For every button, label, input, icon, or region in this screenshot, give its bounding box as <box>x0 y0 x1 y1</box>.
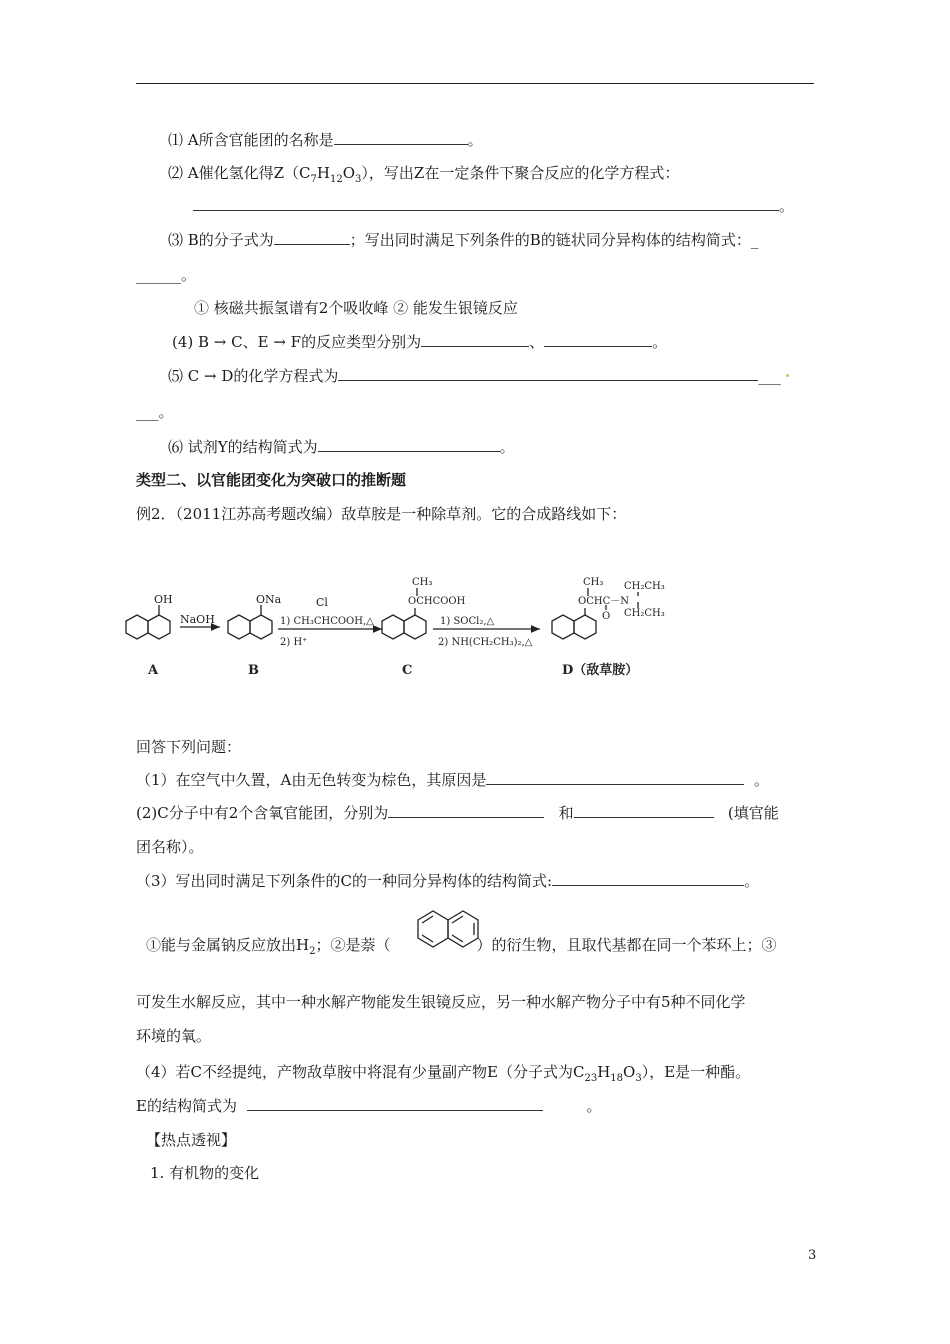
sodium-naphthoxide-structure-b <box>228 605 272 639</box>
q2-cond-line3: 环境的氧。 <box>136 1027 212 1045</box>
reagent-amine: 2) NH(CH₂CH₃)₂,△ <box>438 637 533 648</box>
q2-part2-cont: 团名称）。 <box>136 838 204 856</box>
compound-label-c: C <box>402 663 413 678</box>
answer-blank[interactable] <box>318 437 500 452</box>
reagent-naoh: NaOH <box>180 613 215 626</box>
answer-blank[interactable] <box>486 770 744 785</box>
q1-item3-cont: ______。 <box>136 266 197 284</box>
answer-blank[interactable] <box>274 230 350 245</box>
q1-item6: ⑹ 试剂Y的结构简式为 。 <box>168 438 515 456</box>
c-methyl-label: CH₃ <box>412 577 433 588</box>
answer-blank[interactable] <box>544 332 652 347</box>
q1-item1: ⑴ A所含官能团的名称是 。 <box>168 131 483 149</box>
q2-part1: （1）在空气中久置，A由无色转变为棕色，其原因是 。 <box>136 771 769 789</box>
q1-item5-cont: ___。 <box>136 403 174 421</box>
q1-item4: (4) B → C、E → F的反应类型分别为 、 。 <box>172 333 668 351</box>
q2-cond-line2: 可发生水解反应，其中一种水解产物能发生银镜反应，另一种水解产物分子中有5种不同化学 <box>136 993 746 1011</box>
answer-blank[interactable] <box>338 366 758 381</box>
header-rule <box>136 83 814 84</box>
answer-blank[interactable] <box>388 803 544 818</box>
reagent-step2: 2) H⁺ <box>280 637 308 648</box>
c-substituent-label: OCHCOOH <box>408 596 466 607</box>
reagent-cl: Cl <box>316 596 328 609</box>
compound-label-a: A <box>148 663 159 678</box>
answer-blank[interactable] <box>574 803 714 818</box>
reagent-socl2: 1) SOCl₂,△ <box>440 616 495 627</box>
q2-part3: （3）写出同时满足下列条件的C的一种同分异构体的结构简式: 。 <box>136 872 760 890</box>
b-oxide-label: ONa <box>256 593 282 606</box>
compound-label-d: D（敌草胺） <box>562 663 639 678</box>
q1-item5: ⑸ C → D的化学方程式为 ___ <box>168 367 781 385</box>
q2-cond-line1: ①能与金属钠反应放出$H_2$；②是萘（ ）的衍生物，且取代基都在同一个苯环上；③ <box>146 936 777 957</box>
q1-item2: ⑵ A催化氢化得$Z(C_7H_{12}O_3)$，写出Z在一定条件下聚合反应的化学方程式： <box>168 164 680 185</box>
hot-topic-heading: 【热点透视】 <box>146 1131 237 1149</box>
compound-label-b: B <box>248 663 259 678</box>
naphthol-structure-a <box>126 605 170 639</box>
example-intro: 例2．（2011江苏高考题改编）敌草胺是一种除草剂。它的合成路线如下： <box>136 505 627 523</box>
answer-blank[interactable] <box>334 130 468 145</box>
q1-item3: ⑶ B的分子式为 ；写出同时满足下列条件的B的链状同分异构体的结构简式：_ <box>168 231 759 249</box>
d-ethyl-top-label: CH₂CH₃ <box>624 581 665 592</box>
d-carbonyl-o-label: O <box>602 611 611 622</box>
d-substituent-label: OCHC－N <box>578 596 629 607</box>
section-title: 类型二、以官能团变化为突破口的推断题 <box>136 471 407 489</box>
hot-topic-item1: 1. 有机物的变化 <box>150 1164 260 1182</box>
answer-blank[interactable] <box>247 1096 543 1111</box>
a-hydroxyl-label: OH <box>154 593 173 606</box>
reagent-step1: 1) CH₃CHCOOH,△ <box>280 616 374 627</box>
q2-part4-answer: E的结构简式为 。 <box>136 1097 602 1115</box>
answer-blank[interactable] <box>193 196 779 211</box>
d-ethyl-bottom-label: CH₂CH₃ <box>624 608 665 619</box>
answer-blank[interactable] <box>421 332 529 347</box>
answer-blank[interactable] <box>552 871 744 886</box>
q2-part2: (2)C分子中有2个含氧官能团，分别为 和 (填官能 <box>136 804 779 822</box>
synthesis-scheme <box>120 572 700 682</box>
q2-part4: （4）若C不经提纯，产物敌草胺中将混有少量副产物E（分子式为$C_{23}H_{18}O_3$），E是一种酯。 <box>136 1063 751 1084</box>
q2-intro: 回答下列问题： <box>136 738 242 756</box>
mark-dot <box>786 374 789 377</box>
q1-conditions: ① 核磁共振氢谱有2个吸收峰 ② 能发生银镜反应 <box>194 299 518 317</box>
q1-item2-answer-line: 。 <box>193 196 794 216</box>
naphthalene-icon <box>410 900 498 958</box>
d-methyl-label: CH₃ <box>583 577 604 588</box>
page-number: 3 <box>808 1248 817 1263</box>
